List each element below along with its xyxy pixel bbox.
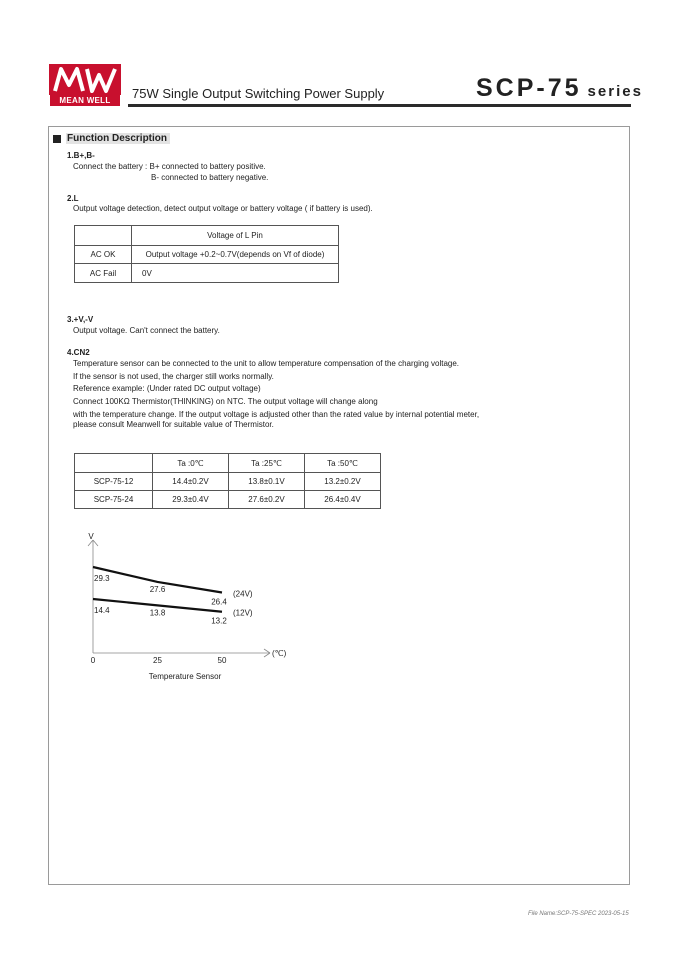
cn2-line-4: Connect 100KΩ Thermistor(THINKING) on NTC. The output voltage will change along	[73, 397, 378, 406]
model-name: SCP-75	[476, 74, 582, 102]
data-label: 26.4	[211, 597, 227, 607]
table-row	[75, 246, 339, 264]
document-title: 75W Single Output Switching Power Supply	[132, 86, 385, 101]
table-cell: 26.4±0.4V	[305, 491, 381, 509]
table-row	[75, 264, 339, 283]
row-model: SCP-75-12	[75, 473, 153, 491]
row-label: AC Fail	[75, 264, 132, 283]
tick-label: 50	[217, 656, 227, 665]
logo-mark-icon	[49, 64, 121, 95]
table-cell: 13.8±0.1V	[229, 473, 305, 491]
x-axis-arrow-icon	[264, 653, 270, 657]
y-axis-label: V	[88, 532, 94, 541]
row-value: 0V	[132, 264, 339, 283]
v-description: Output voltage. Can't connect the battery.	[73, 326, 220, 335]
table-row	[75, 473, 381, 491]
series-suffix: series	[587, 83, 643, 100]
series-title	[476, 74, 643, 103]
tick-label: 25	[153, 656, 162, 665]
data-label: 13.8	[149, 608, 166, 618]
column-header: Ta :25℃	[229, 454, 305, 473]
data-label: 14.4	[94, 606, 110, 615]
section-heading	[53, 133, 170, 144]
row-label: AC OK	[75, 246, 132, 264]
battery-line-1: Connect the battery : B+ connected to battery positive.	[73, 162, 266, 171]
table-row	[75, 226, 339, 246]
table-cell-empty	[75, 226, 132, 246]
data-label: 13.2	[211, 616, 227, 626]
table-row	[75, 454, 381, 473]
table-cell: 14.4±0.2V	[153, 473, 229, 491]
table-cell: 27.6±0.2V	[229, 491, 305, 509]
item-heading-cn2: 4.CN2	[67, 348, 90, 357]
item-heading-l: 2.L	[67, 194, 79, 203]
column-header: Ta :50℃	[305, 454, 381, 473]
legend-label: (24V)	[233, 589, 253, 599]
cn2-line-3: Reference example: (Under rated DC output voltage)	[73, 384, 261, 393]
column-header: Ta :0℃	[153, 454, 229, 473]
data-label: 29.3	[94, 574, 110, 583]
temperature-voltage-chart	[60, 522, 320, 692]
l-description: Output voltage detection, detect output voltage or battery voltage ( if battery is used).	[73, 204, 373, 213]
header-rule	[128, 104, 631, 107]
l-pin-table	[74, 225, 339, 283]
row-model: SCP-75-24	[75, 491, 153, 509]
data-label: 27.6	[149, 584, 166, 594]
cn2-line-5: with the temperature change. If the output voltage is adjusted other than the rated value by internal potential meter,	[73, 410, 480, 419]
x-unit-label: (℃)	[272, 649, 287, 658]
legend-label: (12V)	[233, 608, 253, 618]
section-title: Function Description	[66, 133, 170, 144]
table-cell: 13.2±0.2V	[305, 473, 381, 491]
row-value: Output voltage +0.2~0.7V(depends on Vf of diode)	[132, 246, 339, 264]
x-axis-arrow-icon	[264, 649, 270, 653]
x-axis-label: Temperature Sensor	[148, 672, 222, 681]
logo-text: MEAN WELL	[50, 95, 120, 106]
table-cell: 29.3±0.4V	[153, 491, 229, 509]
file-name: File Name:SCP-75-SPEC 2023-05-15	[528, 911, 629, 917]
temperature-table	[74, 453, 381, 509]
l-pin-table-header: Voltage of L Pin	[132, 226, 339, 246]
y-axis-arrow-icon	[93, 540, 98, 546]
battery-line-2: B- connected to battery negative.	[151, 173, 269, 182]
cn2-line-1: Temperature sensor can be connected to the unit to allow temperature compensation of the charging voltage.	[73, 359, 460, 368]
tick-label: 0	[90, 656, 96, 665]
bullet-square-icon	[53, 135, 61, 143]
item-heading-v: 3.+V,-V	[67, 315, 94, 324]
cn2-line-2: If the sensor is not used, the charger still works normally.	[73, 372, 274, 381]
table-row	[75, 491, 381, 509]
table-cell-empty	[75, 454, 153, 473]
cn2-line-6: please consult Meanwell for suitable value of Thermistor.	[73, 420, 274, 429]
item-heading-battery: 1.B+,B-	[67, 151, 95, 160]
